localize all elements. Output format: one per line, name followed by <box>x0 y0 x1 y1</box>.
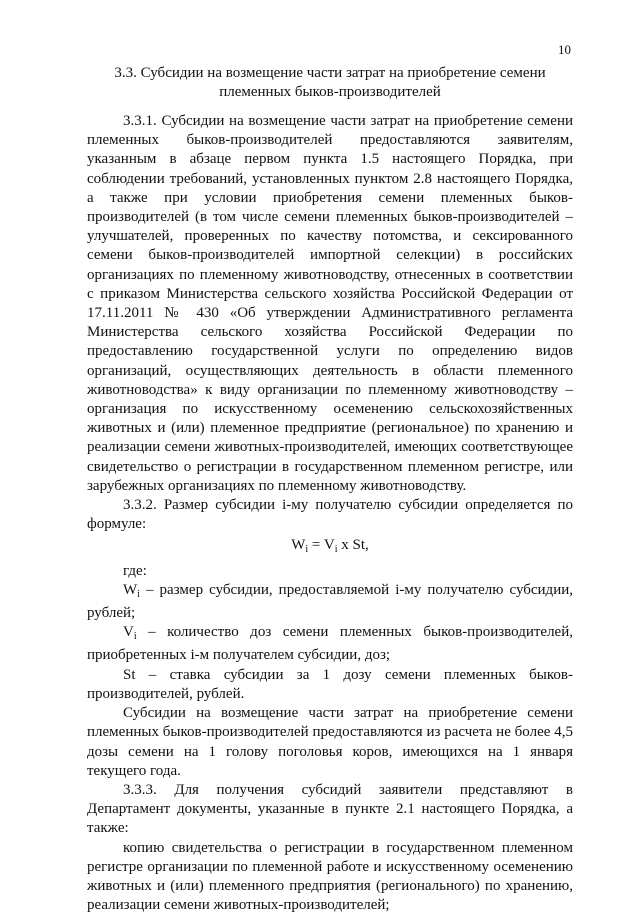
page-number: 10 <box>558 42 571 57</box>
definition-v-subscript: i <box>133 631 137 643</box>
section-heading-line-2: племенных быков-производителей <box>219 84 441 100</box>
formula-v: V <box>323 537 335 554</box>
section-heading-line-1: 3.3. Субсидии на возмещение части затрат на приобретение семени <box>114 65 546 81</box>
where-label: где: <box>123 562 147 579</box>
definition-st: St – ставка субсидии за 1 дозу семени племенных быков-производителей, рублей. <box>87 666 573 702</box>
subsidy-formula <box>87 536 573 559</box>
paragraph-3-3-1: 3.3.1. Субсидии на возмещение части затрат на приобретение семени племенных быков-производителей предоставляются заявителям, указанным в абзаце первом пункта 1.5 настоящего Порядка, при соблюдении требований, установленных пунктом 2.8 настоящего Порядка, а также при условии приобретения семени племенных быков-производителей (в том числе семени племенных быков-производителей – улучшателей, проверенных по качеству потомства, и сексированного семени быков-производителей импортной селекции) в российских организациях по племенному животноводству, отнесенных в соответствии с приказом Министерства сельского хозяйства Российской Федерации от 17.11.2011 № 430 «Об утверждении Административного регламента Министерства сельского хозяйства Российской Федерации по предоставлению государственной услуги по определению видов организаций, осуществляющих деятельность в области племенного животноводства» к виду организации по племенному животноводству – организация по искусственному осеменению сельскохозяйственных животных и (или) племенное предприятие (региональное) по хранению и реализации семени животных-производителей, имеющих соответствующее свидетельство о регистрации в государственном племенном регистре, или зарубежных организациях по племенному животноводству. <box>87 113 573 494</box>
paragraph-3-3-3: 3.3.3. Для получения субсидий заявители представляют в Департамент документы, указанные в пункте 2.1 настоящего Порядка, а также: <box>87 781 573 837</box>
definition-v <box>87 623 573 665</box>
definition-w-text: – размер субсидии, предоставляемой i-му получателю субсидии, рублей; <box>87 581 573 622</box>
document-body <box>87 112 573 915</box>
paragraph-3-3-2: 3.3.2. Размер субсидии i-му получателю субсидии определяется по формуле: <box>87 497 573 533</box>
formula-w-subscript: i <box>305 544 309 556</box>
formula-eq: = <box>308 537 324 554</box>
definition-w-symbol: W <box>123 581 138 598</box>
formula-w: W <box>291 537 306 554</box>
formula-v-subscript: i <box>334 544 338 556</box>
copy-certificate-item: копию свидетельства о регистрации в государственном племенном регистре организации по племенной работе и искусственному осеменению животных и (или) племенного предприятия (регионального) по хранению, реализации семени животных-производителей; <box>87 839 573 914</box>
section-heading <box>87 64 573 102</box>
definition-v-text: – количество доз семени племенных быков-производителей, приобретенных i-м получателем субсидии, доз; <box>87 624 573 664</box>
definition-w-subscript: i <box>137 588 140 600</box>
rate-note-paragraph: Субсидии на возмещение части затрат на приобретение семени племенных быков-производителей предоставляются из расчета не более 4,5 дозы семени на 1 голову поголовья коров, имеющихся на 1 января текущего года. <box>87 705 573 779</box>
formula-rest: x St, <box>337 537 369 554</box>
definition-v-symbol: V <box>123 624 134 641</box>
definition-w <box>87 581 573 623</box>
